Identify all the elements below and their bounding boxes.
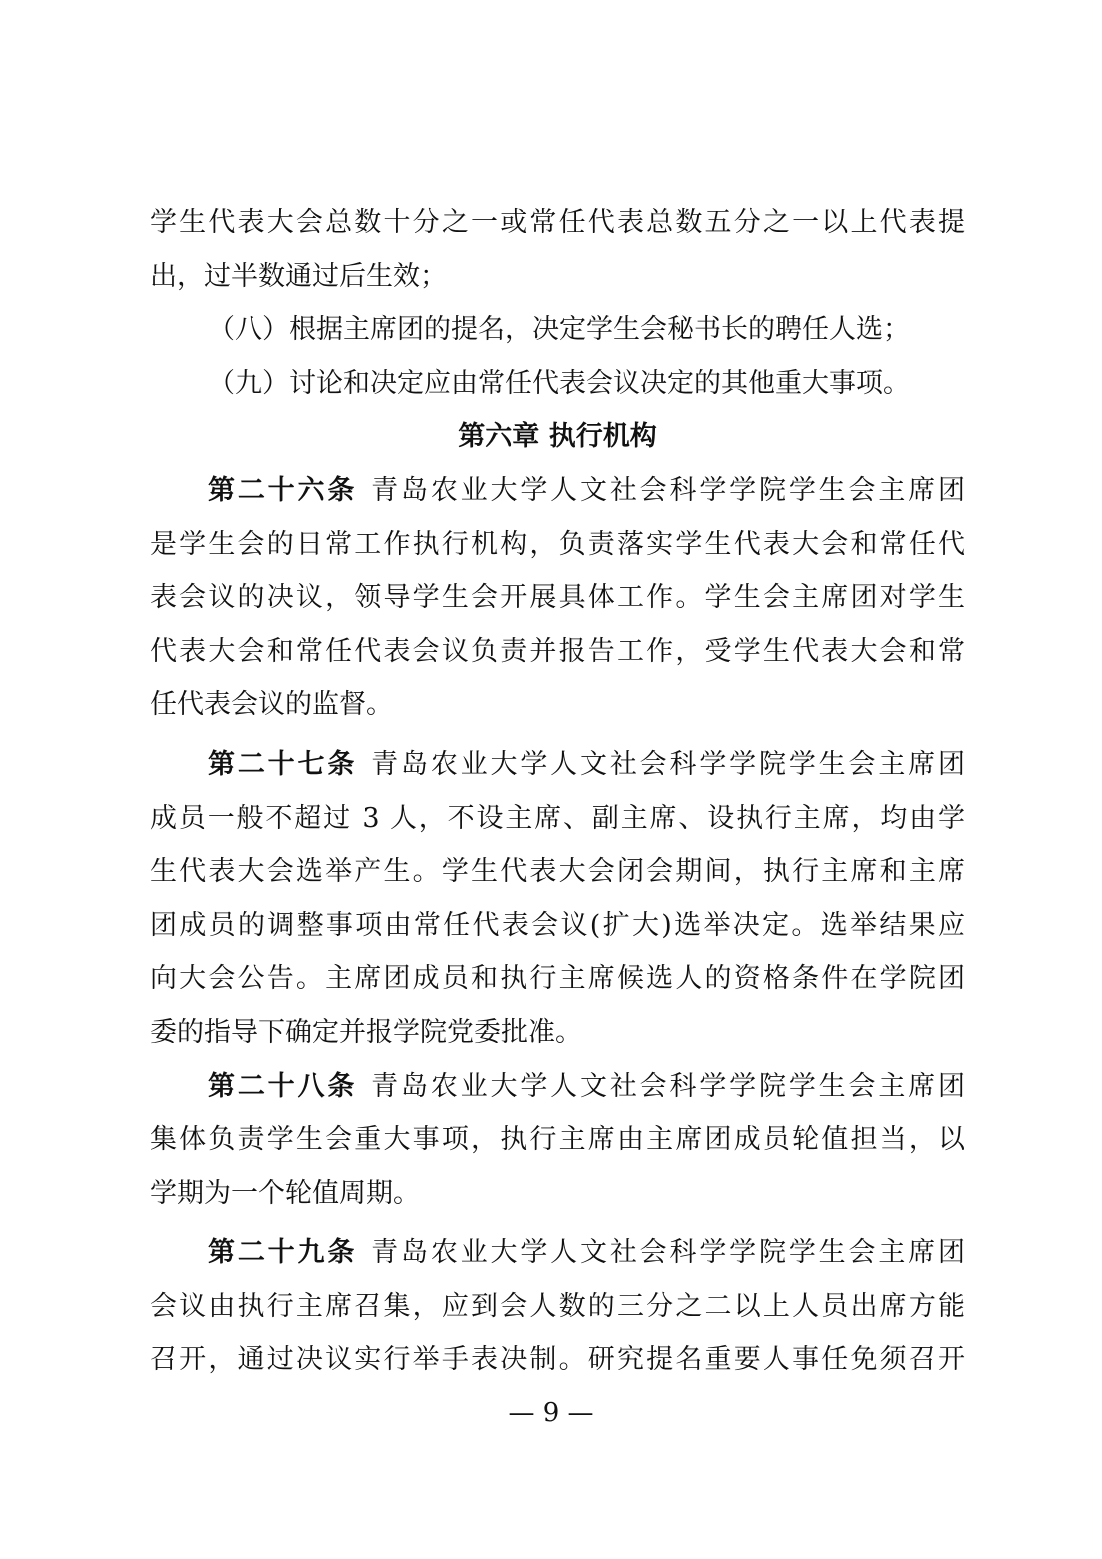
document-body [150,196,965,1387]
article-text: 青岛农业大学人文社会科学学院学生会主席团 [371,1237,966,1269]
text-line: 会议由执行主席召集，应到会人数的三分之二以上人员出席方能 [150,1290,965,1322]
text-line: 召开，通过决议实行举手表决制。研究提名重要人事任免须召开 [150,1344,965,1376]
article-first-line [150,464,965,518]
article-label: 第二十七条 [208,748,358,780]
text-line: 学期为一个轮值周期。 [150,1177,420,1209]
text-line: 向大会公告。主席团成员和执行主席候选人的资格条件在学院团 [150,963,965,995]
text-line: 团成员的调整事项由常任代表会议(扩大)选举决定。选举结果应 [150,909,965,941]
article-text: 青岛农业大学人文社会科学学院学生会主席团 [371,474,966,506]
article-label: 第二十八条 [208,1070,358,1102]
text-line: （八）根据主席团的提名，决定学生会秘书长的聘任人选； [208,314,910,346]
article-first-line [150,738,965,792]
article-first-line [150,1060,965,1114]
text-line: 委的指导下确定并报学院党委批准。 [150,1016,582,1048]
text-line: 出，过半数通过后生效； [150,260,447,292]
page-number: — 9 — [508,1398,594,1428]
text-line: 任代表会议的监督。 [150,689,393,721]
article-text: 青岛农业大学人文社会科学学院学生会主席团 [371,1070,966,1102]
article-label: 第二十六条 [208,474,358,506]
article-text: 青岛农业大学人文社会科学学院学生会主席团 [371,748,966,780]
text-line: 集体负责学生会重大事项，执行主席由主席团成员轮值担当，以 [150,1124,965,1156]
text-line: 是学生会的日常工作执行机构，负责落实学生代表大会和常任代 [150,528,965,560]
article-first-line [150,1226,965,1280]
chapter-heading: 第六章 执行机构 [458,421,657,453]
text-line: 学生代表大会总数十分之一或常任代表总数五分之一以上代表提 [150,207,965,238]
text-line: 代表大会和常任代表会议负责并报告工作，受学生代表大会和常 [150,635,965,667]
article-label: 第二十九条 [208,1237,358,1269]
text-line: （九）讨论和决定应由常任代表会议决定的其他重大事项。 [208,367,910,399]
text-line: 成员一般不超过 3 人，不设主席、副主席、设执行主席，均由学 [150,802,965,834]
text-line: 表会议的决议，领导学生会开展具体工作。学生会主席团对学生 [150,582,965,614]
text-line: 生代表大会选举产生。学生代表大会闭会期间，执行主席和主席 [150,856,965,888]
